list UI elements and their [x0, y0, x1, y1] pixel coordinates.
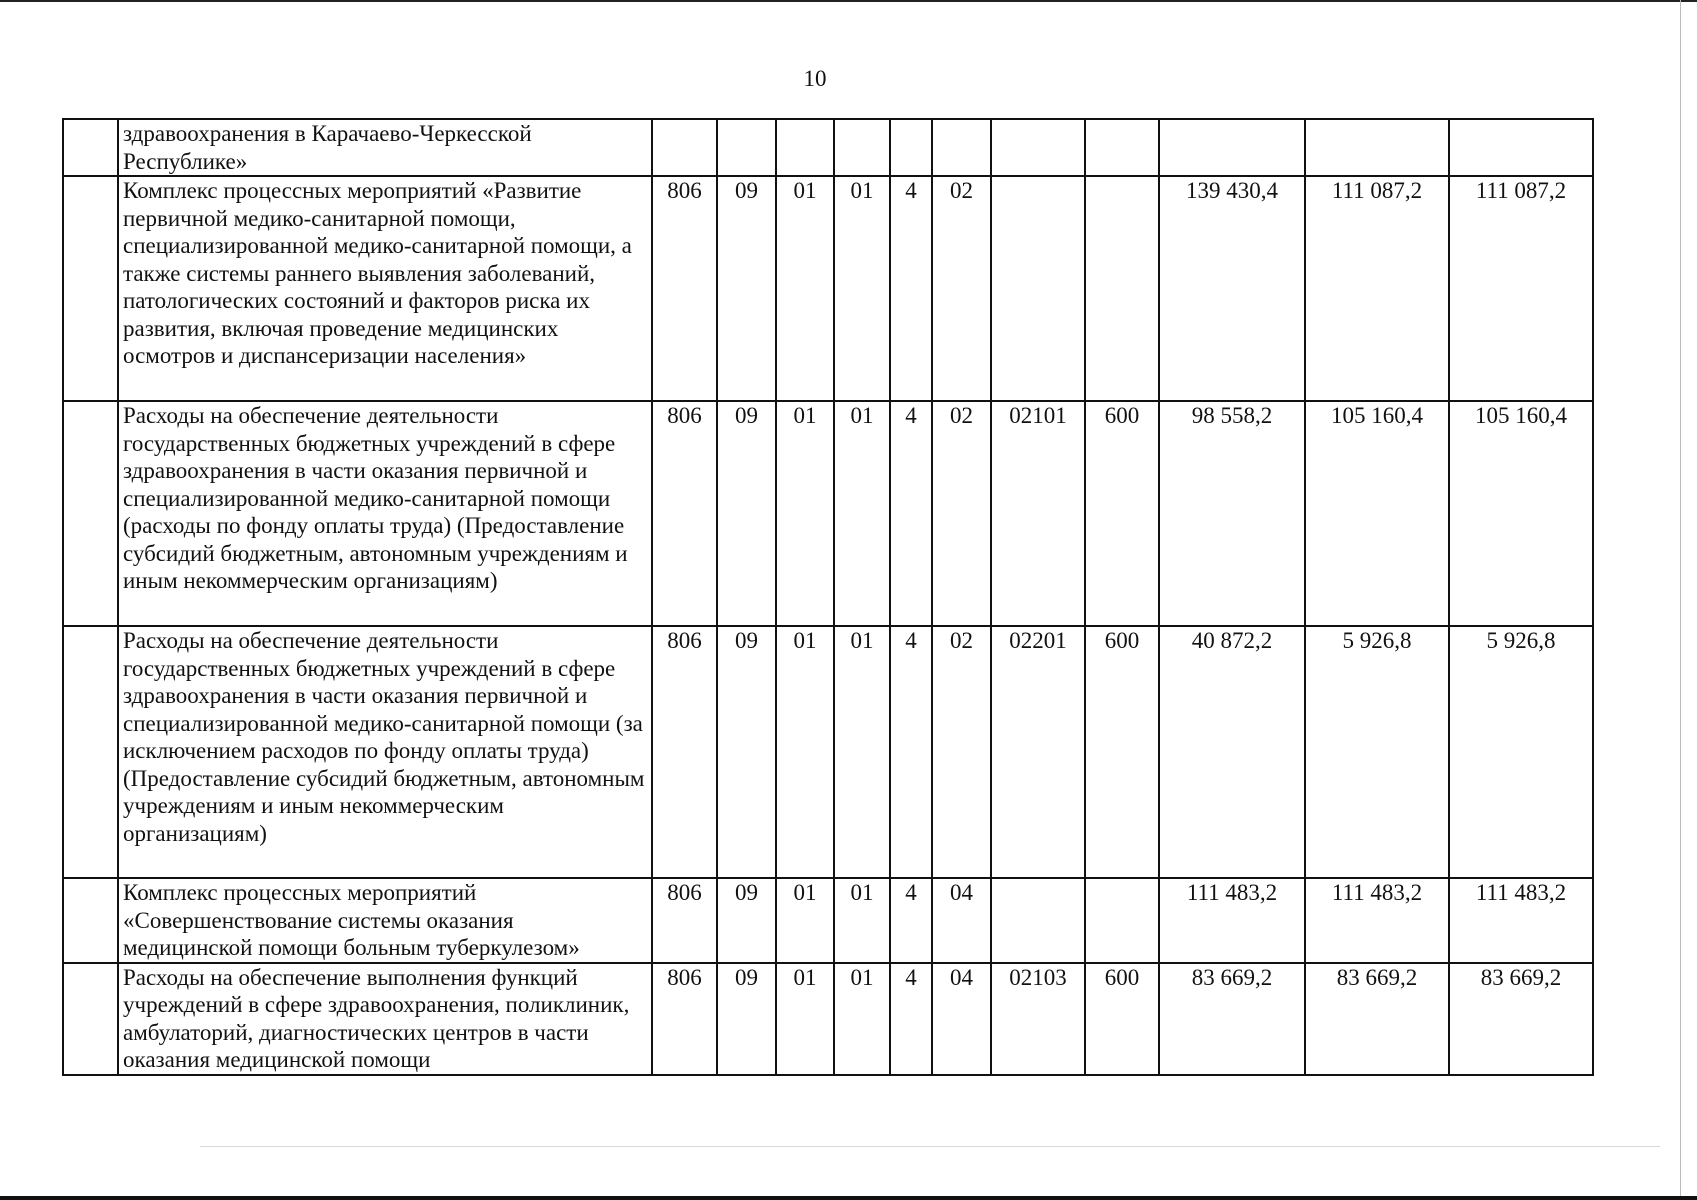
- amount-year2-cell: 111 483,2: [1305, 878, 1449, 963]
- amount-year3-cell: 111 483,2: [1449, 878, 1593, 963]
- direction-cell: [991, 176, 1085, 401]
- section-cell: [717, 119, 776, 176]
- expense-type-cell: [1085, 176, 1159, 401]
- section-cell: 09: [717, 401, 776, 626]
- type-cell: 4: [890, 963, 932, 1075]
- org-code-cell: 806: [652, 401, 717, 626]
- program-cell: 01: [834, 176, 890, 401]
- org-code-cell: 806: [652, 176, 717, 401]
- amount-year2-cell: [1305, 119, 1449, 176]
- element-cell: 02: [932, 626, 991, 878]
- expense-type-cell: [1085, 119, 1159, 176]
- table-row: [63, 963, 1593, 1075]
- table-row: [63, 119, 1593, 176]
- expense-type-cell: 600: [1085, 626, 1159, 878]
- element-cell: [932, 119, 991, 176]
- description-cell: здравоохранения в Карачаево-Черкесской Республике»: [118, 119, 652, 176]
- direction-cell: [991, 878, 1085, 963]
- element-cell: 02: [932, 401, 991, 626]
- row-index-cell: [63, 401, 118, 626]
- amount-year1-cell: 139 430,4: [1159, 176, 1305, 401]
- program-cell: 01: [834, 963, 890, 1075]
- element-cell: 02: [932, 176, 991, 401]
- amount-year1-cell: [1159, 119, 1305, 176]
- direction-cell: 02103: [991, 963, 1085, 1075]
- expense-type-cell: [1085, 878, 1159, 963]
- type-cell: [890, 119, 932, 176]
- expense-type-cell: 600: [1085, 963, 1159, 1075]
- section-cell: 09: [717, 176, 776, 401]
- row-index-cell: [63, 626, 118, 878]
- table-row: [63, 401, 1593, 626]
- type-cell: 4: [890, 401, 932, 626]
- amount-year2-cell: 5 926,8: [1305, 626, 1449, 878]
- row-index-cell: [63, 878, 118, 963]
- description-cell: Комплекс процессных мероприятий «Развитие первичной медико-санитарной помощи, специализированной медико-санитарной помощи, а также системы раннего выявления заболеваний, патологических состояний и факторов риска их развития, включая проведение медицинских осмотров и диспансеризации населения»: [118, 176, 652, 401]
- row-index-cell: [63, 119, 118, 176]
- type-cell: 4: [890, 626, 932, 878]
- scan-artifact-line: [200, 1146, 1660, 1147]
- subsection-cell: 01: [776, 963, 834, 1075]
- amount-year3-cell: [1449, 119, 1593, 176]
- type-cell: 4: [890, 878, 932, 963]
- table-row: [63, 626, 1593, 878]
- table-row: [63, 878, 1593, 963]
- org-code-cell: [652, 119, 717, 176]
- amount-year1-cell: 40 872,2: [1159, 626, 1305, 878]
- description-cell: Расходы на обеспечение деятельности государственных бюджетных учреждений в сфере здравоохранения в части оказания первичной и специализированной медико-санитарной помощи (расходы по фонду оплаты труда) (Предоставление субсидий бюджетным, автономным учреждениям и иным некоммерческим организациям): [118, 401, 652, 626]
- subsection-cell: 01: [776, 878, 834, 963]
- direction-cell: 02101: [991, 401, 1085, 626]
- row-index-cell: [63, 963, 118, 1075]
- direction-cell: 02201: [991, 626, 1085, 878]
- scan-edge-bottom: [0, 1196, 1697, 1200]
- org-code-cell: 806: [652, 963, 717, 1075]
- scan-edge-top: [0, 0, 1697, 2]
- amount-year3-cell: 5 926,8: [1449, 626, 1593, 878]
- amount-year1-cell: 83 669,2: [1159, 963, 1305, 1075]
- description-cell: Расходы на обеспечение деятельности государственных бюджетных учреждений в сфере здравоохранения в части оказания первичной и специализированной медико-санитарной помощи (за исключением расходов по фонду оплаты труда) (Предоставление субсидий бюджетным, автономным учреждениям и иным некоммерческим организациям): [118, 626, 652, 878]
- subsection-cell: 01: [776, 176, 834, 401]
- scan-edge-right: [1680, 0, 1681, 1200]
- element-cell: 04: [932, 878, 991, 963]
- program-cell: 01: [834, 878, 890, 963]
- subsection-cell: 01: [776, 626, 834, 878]
- description-cell: Расходы на обеспечение выполнения функций учреждений в сфере здравоохранения, поликлиник, амбулаторий, диагностических центров в части оказания медицинской помощи: [118, 963, 652, 1075]
- amount-year2-cell: 83 669,2: [1305, 963, 1449, 1075]
- program-cell: [834, 119, 890, 176]
- org-code-cell: 806: [652, 878, 717, 963]
- section-cell: 09: [717, 963, 776, 1075]
- expense-type-cell: 600: [1085, 401, 1159, 626]
- element-cell: 04: [932, 963, 991, 1075]
- description-cell: Комплекс процессных мероприятий «Совершенствование системы оказания медицинской помощи больным туберкулезом»: [118, 878, 652, 963]
- amount-year3-cell: 111 087,2: [1449, 176, 1593, 401]
- budget-table: [62, 118, 1594, 1076]
- amount-year1-cell: 98 558,2: [1159, 401, 1305, 626]
- amount-year2-cell: 111 087,2: [1305, 176, 1449, 401]
- section-cell: 09: [717, 878, 776, 963]
- amount-year1-cell: 111 483,2: [1159, 878, 1305, 963]
- amount-year3-cell: 105 160,4: [1449, 401, 1593, 626]
- org-code-cell: 806: [652, 626, 717, 878]
- section-cell: 09: [717, 626, 776, 878]
- amount-year3-cell: 83 669,2: [1449, 963, 1593, 1075]
- subsection-cell: [776, 119, 834, 176]
- program-cell: 01: [834, 401, 890, 626]
- type-cell: 4: [890, 176, 932, 401]
- direction-cell: [991, 119, 1085, 176]
- page-number: 10: [803, 66, 827, 91]
- table-row: [63, 176, 1593, 401]
- amount-year2-cell: 105 160,4: [1305, 401, 1449, 626]
- subsection-cell: 01: [776, 401, 834, 626]
- program-cell: 01: [834, 626, 890, 878]
- row-index-cell: [63, 176, 118, 401]
